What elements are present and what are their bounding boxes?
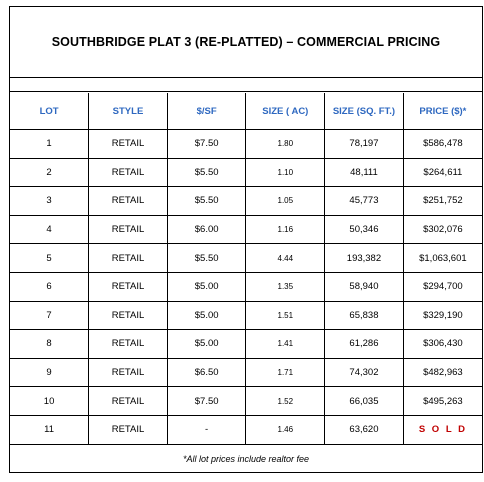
pricing-document	[9, 6, 483, 473]
cell-price: $495,263	[403, 387, 482, 416]
cell-size-ac: 1.16	[246, 215, 325, 244]
cell-style: RETAIL	[89, 272, 168, 301]
cell-size-sqft: 74,302	[325, 358, 404, 387]
table-row	[10, 244, 482, 273]
pricing-table	[10, 93, 482, 445]
cell-price-per-sf: $5.50	[167, 244, 246, 273]
cell-price: $329,190	[403, 301, 482, 330]
cell-size-ac: 1.71	[246, 358, 325, 387]
cell-lot: 1	[10, 130, 89, 159]
cell-price: $302,076	[403, 215, 482, 244]
cell-size-sqft: 193,382	[325, 244, 404, 273]
cell-price-per-sf: $5.00	[167, 330, 246, 359]
cell-style: RETAIL	[89, 358, 168, 387]
table-row	[10, 387, 482, 416]
table-row	[10, 187, 482, 216]
table-row	[10, 358, 482, 387]
cell-lot: 8	[10, 330, 89, 359]
cell-size-sqft: 50,346	[325, 215, 404, 244]
cell-price-per-sf: -	[167, 415, 246, 444]
cell-price-per-sf: $5.50	[167, 158, 246, 187]
cell-style: RETAIL	[89, 301, 168, 330]
column-header-price: PRICE ($)*	[403, 93, 482, 130]
cell-size-sqft: 65,838	[325, 301, 404, 330]
page-title: SOUTHBRIDGE PLAT 3 (RE-PLATTED) – COMMERCIAL PRICING	[51, 35, 441, 49]
cell-size-sqft: 61,286	[325, 330, 404, 359]
cell-lot: 5	[10, 244, 89, 273]
column-header-price-per-sf: $/SF	[167, 93, 246, 130]
table-row	[10, 415, 482, 444]
cell-lot: 4	[10, 215, 89, 244]
cell-style: RETAIL	[89, 187, 168, 216]
cell-lot: 7	[10, 301, 89, 330]
cell-size-sqft: 48,111	[325, 158, 404, 187]
cell-lot: 10	[10, 387, 89, 416]
cell-price: $251,752	[403, 187, 482, 216]
cell-price-per-sf: $7.50	[167, 130, 246, 159]
cell-lot: 9	[10, 358, 89, 387]
cell-price: $482,963	[403, 358, 482, 387]
cell-price-per-sf: $6.50	[167, 358, 246, 387]
cell-style: RETAIL	[89, 244, 168, 273]
column-header-size-ac: SIZE ( AC)	[246, 93, 325, 130]
cell-price: S O L D	[403, 415, 482, 444]
cell-style: RETAIL	[89, 215, 168, 244]
cell-size-ac: 1.05	[246, 187, 325, 216]
column-header-size-sqft: SIZE (SQ. FT.)	[325, 93, 404, 130]
cell-size-ac: 1.10	[246, 158, 325, 187]
cell-size-ac: 1.41	[246, 330, 325, 359]
table-header-row	[10, 93, 482, 130]
table-row	[10, 158, 482, 187]
cell-size-ac: 1.35	[246, 272, 325, 301]
table-row	[10, 272, 482, 301]
cell-lot: 6	[10, 272, 89, 301]
cell-price: $306,430	[403, 330, 482, 359]
cell-style: RETAIL	[89, 330, 168, 359]
cell-style: RETAIL	[89, 158, 168, 187]
table-row	[10, 301, 482, 330]
title-divider	[10, 77, 482, 92]
cell-lot: 3	[10, 187, 89, 216]
cell-lot: 2	[10, 158, 89, 187]
cell-size-sqft: 66,035	[325, 387, 404, 416]
cell-size-ac: 1.52	[246, 387, 325, 416]
cell-price-per-sf: $7.50	[167, 387, 246, 416]
column-header-style: STYLE	[89, 93, 168, 130]
cell-price-per-sf: $5.50	[167, 187, 246, 216]
cell-style: RETAIL	[89, 415, 168, 444]
cell-price-per-sf: $5.00	[167, 272, 246, 301]
cell-size-sqft: 63,620	[325, 415, 404, 444]
cell-price-per-sf: $6.00	[167, 215, 246, 244]
footnote: *All lot prices include realtor fee	[10, 444, 482, 472]
table-row	[10, 215, 482, 244]
table-body	[10, 130, 482, 445]
cell-price: $264,611	[403, 158, 482, 187]
table-row	[10, 130, 482, 159]
cell-size-ac: 1.46	[246, 415, 325, 444]
cell-size-sqft: 45,773	[325, 187, 404, 216]
cell-size-ac: 1.80	[246, 130, 325, 159]
cell-style: RETAIL	[89, 130, 168, 159]
cell-style: RETAIL	[89, 387, 168, 416]
cell-lot: 11	[10, 415, 89, 444]
cell-size-ac: 4.44	[246, 244, 325, 273]
cell-price: $294,700	[403, 272, 482, 301]
cell-size-sqft: 78,197	[325, 130, 404, 159]
cell-price-per-sf: $5.00	[167, 301, 246, 330]
cell-price: $586,478	[403, 130, 482, 159]
cell-size-ac: 1.51	[246, 301, 325, 330]
table-row	[10, 330, 482, 359]
cell-size-sqft: 58,940	[325, 272, 404, 301]
cell-price: $1,063,601	[403, 244, 482, 273]
column-header-lot: LOT	[10, 93, 89, 130]
